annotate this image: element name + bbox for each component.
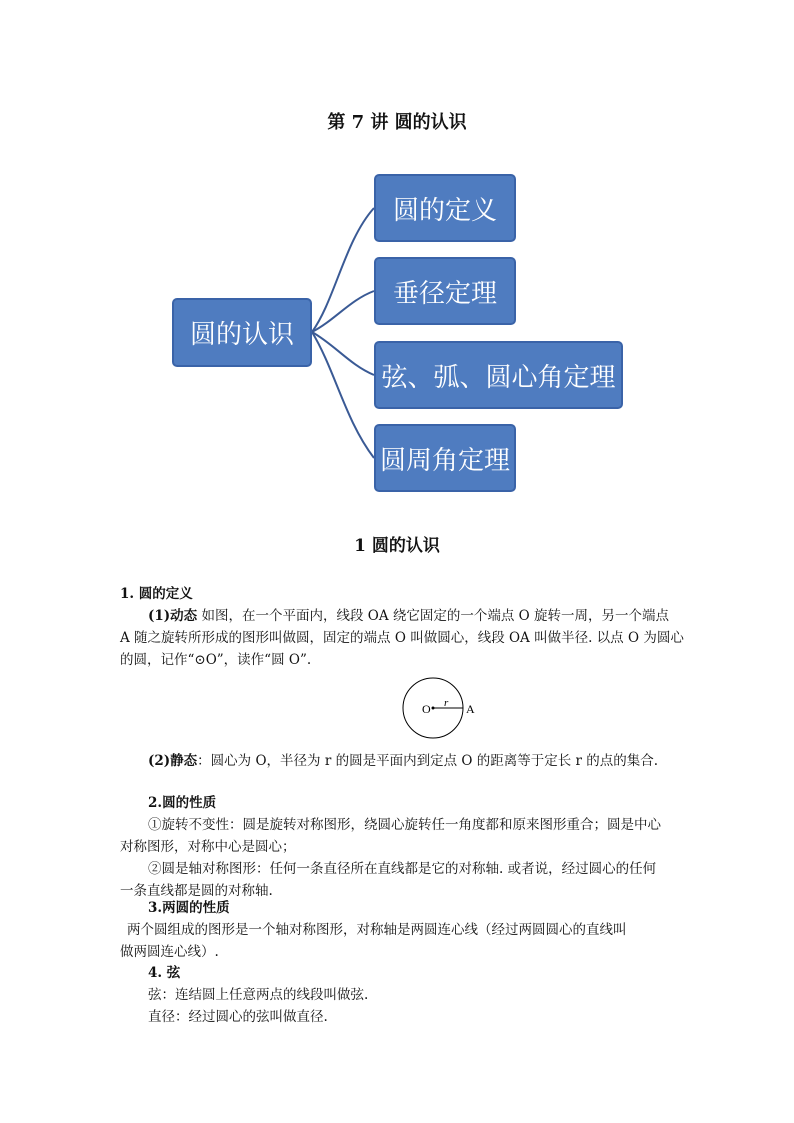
heading-two-circles: 3.两圆的性质 [148, 900, 230, 916]
properties-line2: 对称图形，对称中心是圆心； [120, 839, 296, 855]
chord-definition: 弦：连结圆上任意两点的线段叫做弦. [148, 987, 369, 1003]
two-circles-line1: 两个圆组成的图形是一个轴对称图形，对称轴是两圆连心线（经过两圆圆心的直线叫 [127, 922, 627, 938]
text-static: ：圆心为 O，半径为 r 的圆是平面内到定点 O 的距离等于定长 r 的点的集合. [197, 753, 659, 769]
text-dynamic-1: 如图，在一个平面内，线段 OA 绕它固定的一个端点 O 旋转一周，另一个端点 [197, 608, 670, 624]
paragraph-dynamic-line1 [148, 605, 669, 627]
circle-figure [400, 676, 484, 742]
radius-label: r [444, 697, 449, 709]
mindmap-branch-inscribed-angle: 圆周角定理 [374, 424, 516, 492]
properties-line3: ②圆是轴对称图形：任何一条直径所在直线都是它的对称轴. 或者说，经过圆心的任何 [148, 861, 657, 877]
heading-chord: 4. 弦 [148, 965, 181, 981]
diameter-definition: 直径：经过圆心的弦叫做直径. [148, 1009, 328, 1025]
label-dynamic: (1)动态 [148, 608, 198, 624]
paragraph-dynamic-line2: A 随之旋转所形成的图形叫做圆，固定的端点 O 叫做圆心，线段 OA 叫做半径. 以点 O 为圆心 [120, 630, 684, 646]
center-point [432, 707, 435, 710]
properties-line1: ①旋转不变性：圆是旋转对称图形，绕圆心旋转任一角度都和原来图形重合；圆是中心 [148, 817, 661, 833]
point-label: A [466, 702, 475, 716]
two-circles-line2: 做两圆连心线）. [120, 944, 219, 960]
mindmap-branch-perpendicular-diameter: 垂径定理 [374, 257, 516, 325]
paragraph-static [148, 750, 658, 772]
mindmap-branch-chord-arc-angle: 弦、弧、圆心角定理 [374, 341, 623, 409]
page-title: 第 7 讲 圆的认识 [327, 112, 467, 133]
label-static: (2)静态 [148, 753, 198, 769]
mindmap-root: 圆的认识 [172, 298, 312, 367]
section-title: 1 圆的认识 [354, 536, 440, 556]
heading-circle-properties: 2.圆的性质 [148, 795, 217, 811]
mindmap-branch-circle-definition: 圆的定义 [374, 174, 516, 242]
center-label: O [422, 702, 431, 716]
heading-circle-definition: 1. 圆的定义 [120, 586, 193, 602]
properties-line4: 一条直线都是圆的对称轴. [120, 883, 273, 899]
paragraph-dynamic-line3: 的圆，记作“⊙O”，读作“圆 O”. [120, 652, 312, 668]
